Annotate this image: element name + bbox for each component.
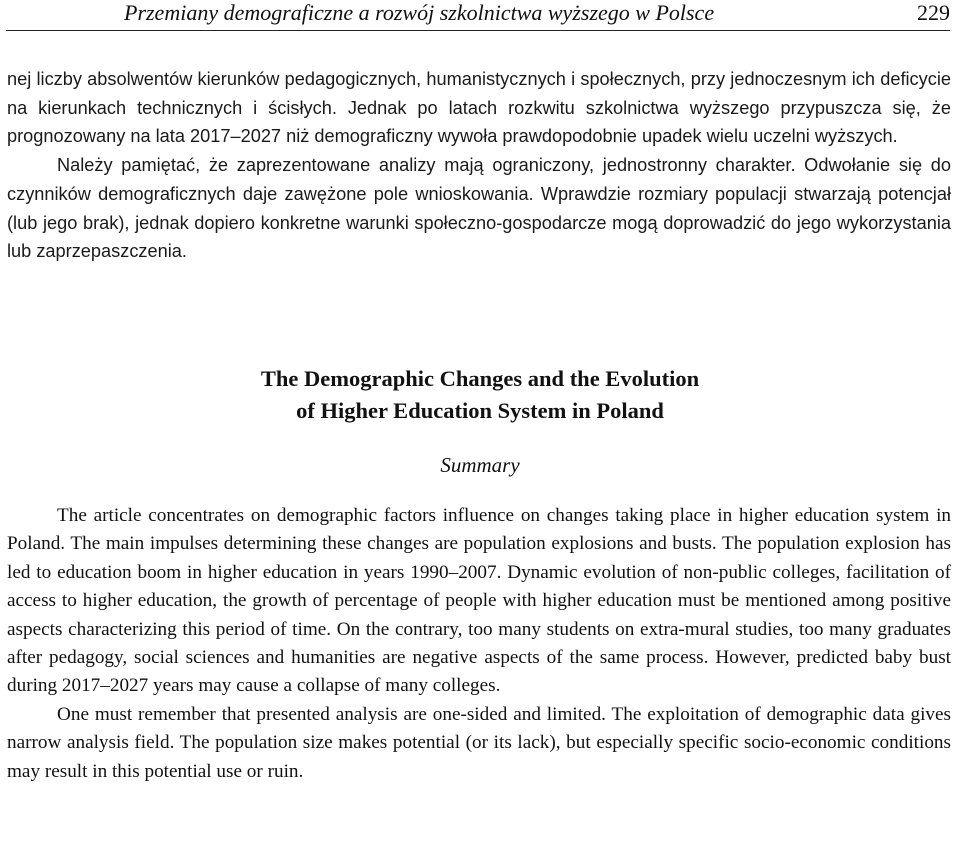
running-header (6, 0, 950, 31)
summary-paragraph-2: One must remember that presented analysis are one-sided and limited. The exploitation of demographic data gives narrow analysis field. The population size makes potential (or its lack), but especially specific socio-economic conditions may result in this potential use or ruin. (7, 703, 951, 782)
abstract-title-line-2: of Higher Education System in Poland (296, 398, 664, 423)
english-summary-text (7, 502, 951, 786)
polish-paragraph-1: nej liczby absolwentów kierunków pedagogicznych, humanistycznych i społecznych, przy jednoczesnym ich deficycie na kierunkach technicznych i ścisłych. Jednak po latach rozkwitu szkolnictwa wyższego przypuszcza się, że prognozowany na lata 2017–2027 niż demograficzny wywoła prawdopodobnie upadek wielu uczelni wyższych. (7, 69, 951, 147)
page-number: 229 (917, 0, 950, 25)
polish-body-text (7, 65, 951, 266)
summary-heading: Summary (440, 453, 520, 477)
polish-paragraph-2: Należy pamiętać, że zaprezentowane analizy mają ograniczony, jednostronny charakter. Odwołanie się do czynników demograficznych daje zawężone pole wnioskowania. Wprawdzie rozmiary populacji stwarzają potencjał (lub jego brak), jednak dopiero konkretne warunki społeczno-gospodarcze mogą doprowadzić do jego wykorzystania lub zaprzepaszczenia. (7, 155, 951, 262)
summary-paragraph-1: The article concentrates on demographic factors influence on changes taking place in higher education system in Poland. The main impulses determining these changes are population explosions and busts. The population explosion has led to education boom in higher education in years 1990–2007. Dynamic evolution of non-public colleges, facilitation of access to higher education, the growth of percentage of people with higher education must be mentioned among positive aspects characterizing this period of time. On the contrary, too many students on extra-mural studies, too many graduates after pedagogy, social sciences and humanities are negative aspects of the same process. However, predicted baby bust during 2017–2027 years may cause a collapse of many colleges. (7, 505, 951, 697)
abstract-title (0, 363, 960, 427)
running-title: Przemiany demograficzne a rozwój szkolnictwa wyższego w Polsce (124, 0, 715, 25)
abstract-title-line-1: The Demographic Changes and the Evolution (260, 366, 700, 391)
